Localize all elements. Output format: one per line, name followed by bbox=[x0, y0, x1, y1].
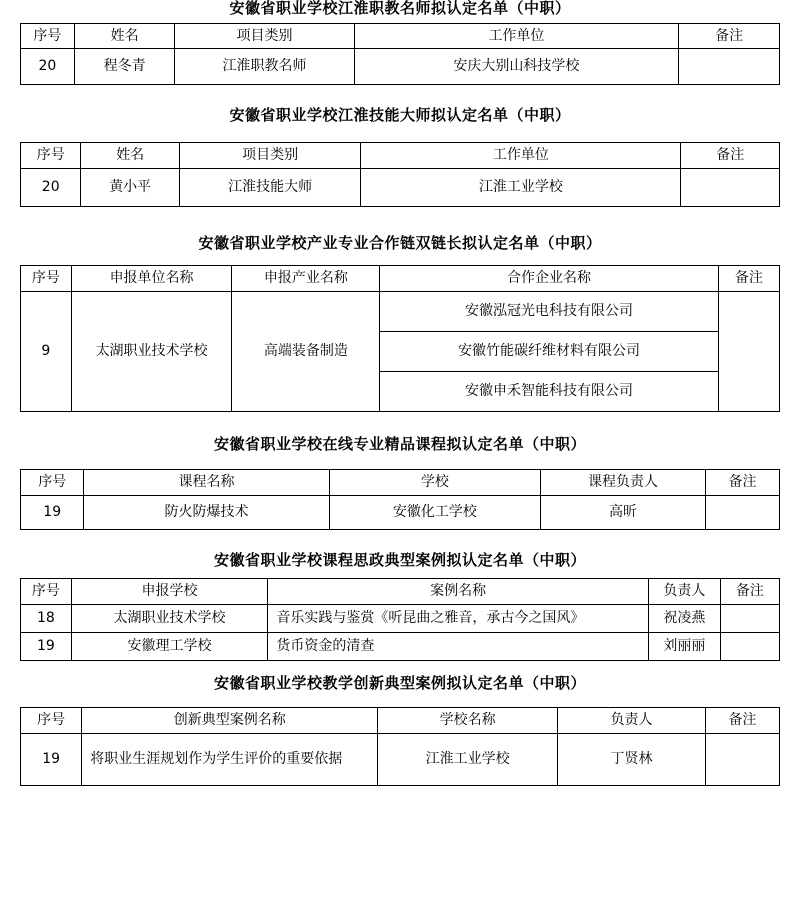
cell-school: 太湖职业技术学校 bbox=[71, 604, 268, 632]
cell-leader: 祝凌燕 bbox=[648, 604, 720, 632]
column-header: 姓名 bbox=[74, 23, 175, 49]
column-header: 学校 bbox=[329, 469, 540, 495]
column-header: 序号 bbox=[21, 579, 72, 605]
column-header: 合作企业名称 bbox=[380, 266, 718, 292]
column-header: 申报单位名称 bbox=[71, 266, 232, 292]
table-header-row bbox=[21, 708, 780, 734]
cell-leader: 丁贤林 bbox=[557, 734, 705, 786]
column-header: 备注 bbox=[679, 23, 780, 49]
column-header: 负责人 bbox=[648, 579, 720, 605]
cell-index: 20 bbox=[21, 168, 81, 206]
column-header: 申报产业名称 bbox=[232, 266, 380, 292]
cell-remark bbox=[681, 168, 780, 206]
cell-category: 江淮职教名师 bbox=[175, 49, 354, 85]
cell-school: 安徽理工学校 bbox=[71, 632, 268, 660]
table-row bbox=[21, 292, 780, 332]
section-jianghuai-skill-master bbox=[20, 107, 780, 206]
cell-leader: 刘丽丽 bbox=[648, 632, 720, 660]
table-curriculum-ideology-case bbox=[20, 578, 780, 661]
cell-partner-company: 安徽竹能碳纤维材料有限公司 bbox=[380, 332, 718, 372]
cell-index: 19 bbox=[21, 632, 72, 660]
table-row bbox=[21, 49, 780, 85]
cell-remark bbox=[720, 632, 779, 660]
section-title: 安徽省职业学校产业专业合作链双链长拟认定名单（中职） bbox=[198, 233, 602, 252]
section-title: 安徽省职业学校教学创新典型案例拟认定名单（中职） bbox=[213, 673, 586, 692]
column-header: 序号 bbox=[21, 142, 81, 168]
table-row bbox=[21, 632, 780, 660]
column-header: 项目类别 bbox=[179, 142, 360, 168]
section-title: 安徽省职业学校江淮职教名师拟认定名单（中职） bbox=[229, 0, 571, 17]
column-header: 学校名称 bbox=[378, 708, 558, 734]
section-title: 安徽省职业学校在线专业精品课程拟认定名单（中职） bbox=[213, 435, 586, 454]
cell-index: 19 bbox=[21, 495, 84, 529]
cell-index: 20 bbox=[21, 49, 75, 85]
column-header: 课程名称 bbox=[84, 469, 329, 495]
cell-index: 19 bbox=[21, 734, 82, 786]
cell-remark bbox=[705, 734, 779, 786]
column-header: 负责人 bbox=[557, 708, 705, 734]
column-header: 备注 bbox=[681, 142, 780, 168]
section-title: 安徽省职业学校课程思政典型案例拟认定名单（中职） bbox=[213, 550, 586, 569]
column-header: 课程负责人 bbox=[541, 469, 706, 495]
section-industry-chain-leader bbox=[20, 235, 780, 412]
section-title: 安徽省职业学校江淮技能大师拟认定名单（中职） bbox=[229, 106, 571, 125]
column-header: 序号 bbox=[21, 23, 75, 49]
cell-remark bbox=[705, 495, 779, 529]
cell-case-name: 音乐实践与鉴赏《听昆曲之雅音，承古今之国风》 bbox=[268, 604, 649, 632]
cell-remark bbox=[720, 604, 779, 632]
table-header-row bbox=[21, 142, 780, 168]
table-jianghuai-famous-teacher bbox=[20, 23, 780, 86]
column-header: 创新典型案例名称 bbox=[82, 708, 378, 734]
cell-index: 9 bbox=[21, 292, 72, 412]
table-teaching-innovation-case bbox=[20, 707, 780, 786]
column-header: 备注 bbox=[720, 579, 779, 605]
cell-case-name: 货币资金的清查 bbox=[268, 632, 649, 660]
table-jianghuai-skill-master bbox=[20, 142, 780, 207]
column-header: 序号 bbox=[21, 469, 84, 495]
section-jianghuai-famous-teacher bbox=[20, 0, 780, 85]
column-header: 工作单位 bbox=[354, 23, 679, 49]
cell-declaring-unit: 太湖职业技术学校 bbox=[71, 292, 232, 412]
cell-school: 安徽化工学校 bbox=[329, 495, 540, 529]
cell-remark bbox=[679, 49, 780, 85]
column-header: 工作单位 bbox=[361, 142, 681, 168]
section-online-course bbox=[20, 436, 780, 529]
table-industry-chain-leader bbox=[20, 265, 780, 412]
cell-partner-company: 安徽泓冠光电科技有限公司 bbox=[380, 292, 718, 332]
cell-industry-name: 高端装备制造 bbox=[232, 292, 380, 412]
cell-case-name: 将职业生涯规划作为学生评价的重要依据 bbox=[82, 734, 378, 786]
column-header: 申报学校 bbox=[71, 579, 268, 605]
column-header: 姓名 bbox=[81, 142, 180, 168]
cell-remark bbox=[718, 292, 779, 412]
section-curriculum-ideology-case bbox=[20, 552, 780, 661]
table-row bbox=[21, 168, 780, 206]
column-header: 序号 bbox=[21, 708, 82, 734]
cell-school: 江淮工业学校 bbox=[378, 734, 558, 786]
table-row bbox=[21, 604, 780, 632]
cell-index: 18 bbox=[21, 604, 72, 632]
table-row bbox=[21, 495, 780, 529]
table-header-row bbox=[21, 23, 780, 49]
cell-course-leader: 高昕 bbox=[541, 495, 706, 529]
cell-workplace: 安庆大别山科技学校 bbox=[354, 49, 679, 85]
cell-partner-company: 安徽申禾智能科技有限公司 bbox=[380, 372, 718, 412]
table-row bbox=[21, 734, 780, 786]
table-header-row bbox=[21, 266, 780, 292]
column-header: 项目类别 bbox=[175, 23, 354, 49]
section-teaching-innovation-case bbox=[20, 675, 780, 786]
column-header: 备注 bbox=[705, 708, 779, 734]
column-header: 备注 bbox=[718, 266, 779, 292]
table-online-course bbox=[20, 469, 780, 530]
column-header: 序号 bbox=[21, 266, 72, 292]
cell-name: 黄小平 bbox=[81, 168, 180, 206]
column-header: 备注 bbox=[705, 469, 779, 495]
cell-course-name: 防火防爆技术 bbox=[84, 495, 329, 529]
table-header-row bbox=[21, 469, 780, 495]
cell-category: 江淮技能大师 bbox=[179, 168, 360, 206]
cell-name: 程冬青 bbox=[74, 49, 175, 85]
cell-workplace: 江淮工业学校 bbox=[361, 168, 681, 206]
table-header-row bbox=[21, 579, 780, 605]
column-header: 案例名称 bbox=[268, 579, 649, 605]
